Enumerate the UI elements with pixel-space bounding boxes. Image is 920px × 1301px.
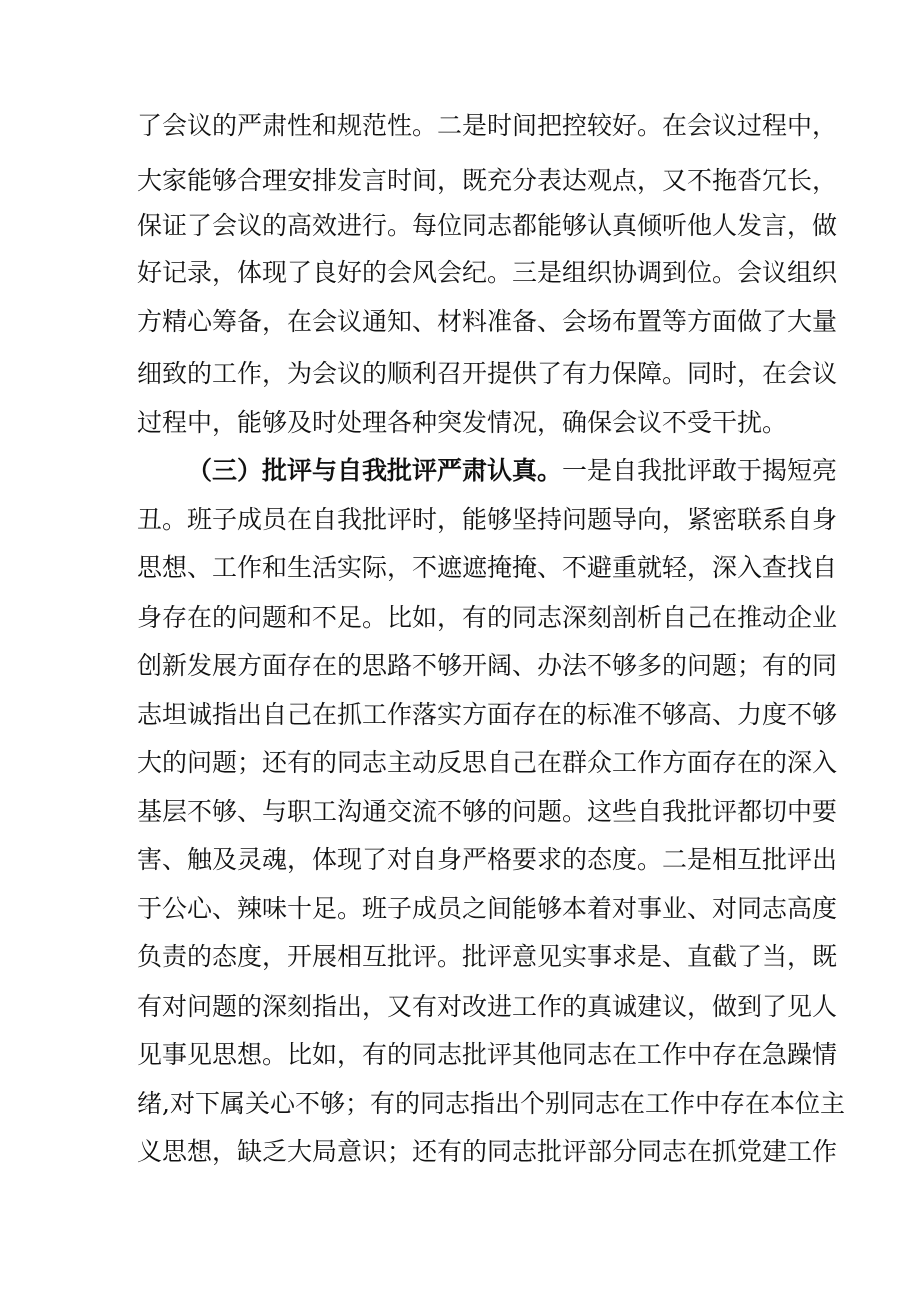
paragraph-line: 思想、工作和生活实际，不遮遮掩掩、不避重就轻，深入查找自 (137, 553, 838, 582)
paragraph-line: 义思想，缺乏大局意识；还有的同志批评部分同志在抓党建工作 (137, 1137, 838, 1166)
paragraph-line: 志坦诚指出自己在抓工作落实方面存在的标准不够高、力度不够 (137, 700, 838, 729)
paragraph-line: 了会议的严肃性和规范性。二是时间把控较好。在会议过程中， (137, 111, 838, 140)
section-heading-line (187, 451, 838, 491)
paragraph-line: 大的问题；还有的同志主动反思自己在群众工作方面存在的深入 (137, 748, 838, 777)
paragraph-line: 基层不够、与职工沟通交流不够的问题。这些自我批评都切中要 (137, 797, 838, 826)
paragraph-line: 方精心筹备，在会议通知、材料准备、会场布置等方面做了大量 (137, 307, 838, 336)
paragraph-line: 身存在的问题和不足。比如，有的同志深刻剖析自己在推动企业 (137, 603, 838, 632)
section-heading: （三）批评与自我批评严肃认真。 (187, 456, 563, 485)
paragraph-line: 好记录，体现了良好的会风会纪。三是组织协调到位。会议组织 (137, 258, 838, 287)
paragraph-line: 负责的态度，开展相互批评。批评意见实事求是、直截了当，既 (137, 942, 838, 971)
paragraph-line: 大家能够合理安排发言时间，既充分表达观点，又不拖沓冗长， (137, 166, 838, 195)
paragraph-line: 细致的工作，为会议的顺利召开提供了有力保障。同时，在会议 (137, 359, 838, 388)
paragraph-line: 保证了会议的高效进行。每位同志都能够认真倾听他人发言，做 (137, 211, 838, 240)
paragraph-line: 绪,对下属关心不够；有的同志指出个别同志在工作中存在本位主 (137, 1089, 845, 1118)
paragraph-line: 过程中，能够及时处理各种突发情况，确保会议不受干扰。 (137, 408, 788, 437)
paragraph-line: 于公心、辣味十足。班子成员之间能够本着对事业、对同志高度 (137, 894, 838, 923)
paragraph-line: 创新发展方面存在的思路不够开阔、办法不够多的问题；有的同 (137, 651, 838, 680)
paragraph-line: 有对问题的深刻指出，又有对改进工作的真诚建议，做到了见人 (137, 992, 838, 1021)
paragraph-line: 丑。班子成员在自我批评时，能够坚持问题导向，紧密联系自身 (137, 505, 838, 534)
section-heading-rest: 一是自我批评敢于揭短亮 (562, 456, 838, 485)
paragraph-line: 见事见思想。比如，有的同志批评其他同志在工作中存在急躁情 (137, 1040, 838, 1069)
paragraph-line: 害、触及灵魂，体现了对自身严格要求的态度。二是相互批评出 (137, 845, 838, 874)
